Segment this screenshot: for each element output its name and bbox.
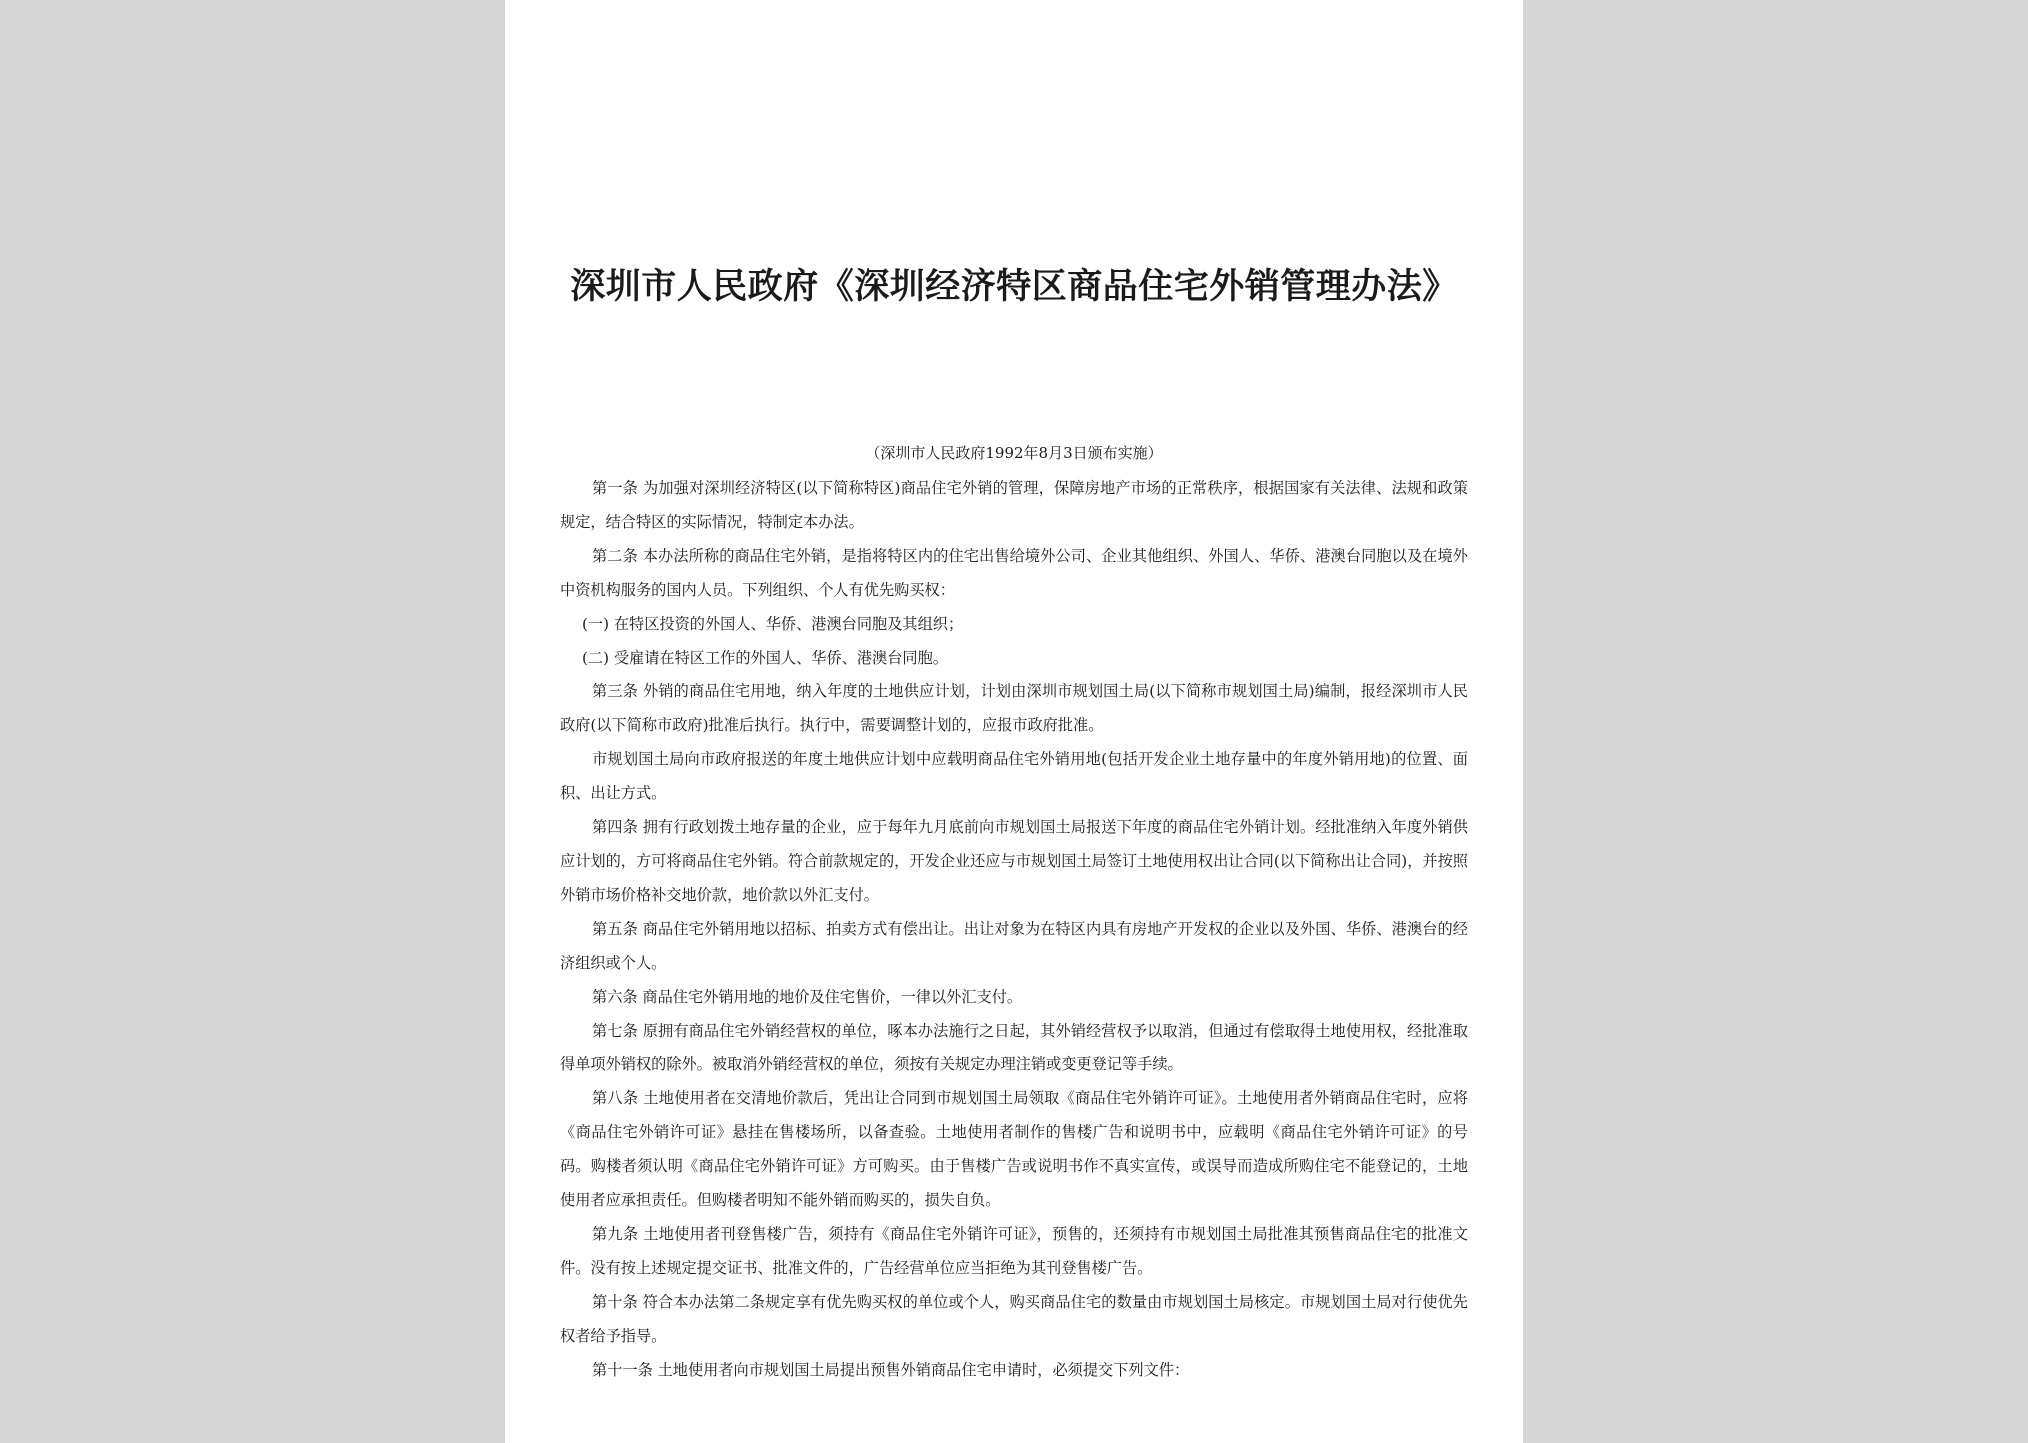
paragraph: (一) 在特区投资的外国人、华侨、港澳台同胞及其组织； <box>582 614 964 633</box>
paragraph: 第一条 为加强对深圳经济特区(以下简称特区)商品住宅外销的管理，保障房地产市场的正常秩序，根据国家有关法律、法规和政策规定，结合特区的实际情况，特制定本办法。 <box>560 479 1468 531</box>
paragraph: 第九条 土地使用者刊登售楼广告，须持有《商品住宅外销许可证》，预售的，还须持有市规划国土局批准其预售商品住宅的批准文件。没有按上述规定提交证书、批准文件的，广告经营单位应当拒绝为其刊登售楼广告。 <box>560 1224 1468 1277</box>
paragraph: 第六条 商品住宅外销用地的地价及住宅售价，一律以外汇支付。 <box>592 987 1023 1006</box>
paragraph: (二) 受雇请在特区工作的外国人、华侨、港澳台同胞。 <box>582 648 948 667</box>
paragraph: 第十条 符合本办法第二条规定享有优先购买权的单位或个人，购买商品住宅的数量由市规划国土局核定。市规划国土局对行使优先权者给予指导。 <box>560 1292 1468 1345</box>
paragraph: 市规划国土局向市政府报送的年度土地供应计划中应载明商品住宅外销用地(包括开发企业土地存量中的年度外销用地)的位置、面积、出让方式。 <box>560 750 1468 803</box>
paragraph: 第十一条 土地使用者向市规划国土局提出预售外销商品住宅申请时，必须提交下列文件： <box>592 1360 1190 1379</box>
paragraph: 第八条 土地使用者在交清地价款后，凭出让合同到市规划国土局领取《商品住宅外销许可证》。土地使用者外销商品住宅时，应将《商品住宅外销许可证》悬挂在售楼场所，以备查验。土地使用者制作的售楼广告和说明书中，应载明《商品住宅外销许可证》的号码。购楼者须认明《商品住宅外销许可证》方可购买。由于售楼广告或说明书作不真实宣传，或误导而造成所购住宅不能登记的，土地使用者应承担责任。但购楼者明知不能外销而购买的，损失自负。 <box>560 1089 1468 1210</box>
paragraph: 第五条 商品住宅外销用地以招标、拍卖方式有偿出让。出让对象为在特区内具有房地产开发权的企业以及外国、华侨、港澳台的经济组织或个人。 <box>560 919 1468 972</box>
document-body <box>560 472 1468 1387</box>
paragraph: 第三条 外销的商品住宅用地，纳入年度的土地供应计划，计划由深圳市规划国土局(以下简称市规划国土局)编制，报经深圳市人民政府(以下简称市政府)批准后执行。执行中，需要调整计划的，应报市政府批准。 <box>560 682 1468 735</box>
source-note: （深圳市人民政府1992年8月3日颁布实施） <box>865 444 1163 462</box>
document-title: 深圳市人民政府《深圳经济特区商品住宅外销管理办法》 <box>570 266 1458 307</box>
paragraph: 第四条 拥有行政划拨土地存量的企业，应于每年九月底前向市规划国土局报送下年度的商品住宅外销计划。经批准纳入年度外销供应计划的，方可将商品住宅外销。符合前款规定的，开发企业还应与市规划国土局签订土地使用权出让合同(以下简称出让合同)，并按照外销市场价格补交地价款，地价款以外汇支付。 <box>560 818 1468 904</box>
paragraph: 第二条 本办法所称的商品住宅外销，是指将特区内的住宅出售给境外公司、企业其他组织、外国人、华侨、港澳台同胞以及在境外中资机构服务的国内人员。下列组织、个人有优先购买权： <box>560 546 1468 599</box>
paragraph: 第七条 原拥有商品住宅外销经营权的单位，啄本办法施行之日起，其外销经营权予以取消，但通过有偿取得土地使用权，经批准取得单项外销权的除外。被取消外销经营权的单位，须按有关规定办理注销或变更登记等手续。 <box>560 1021 1468 1074</box>
document-page <box>505 0 1523 1443</box>
